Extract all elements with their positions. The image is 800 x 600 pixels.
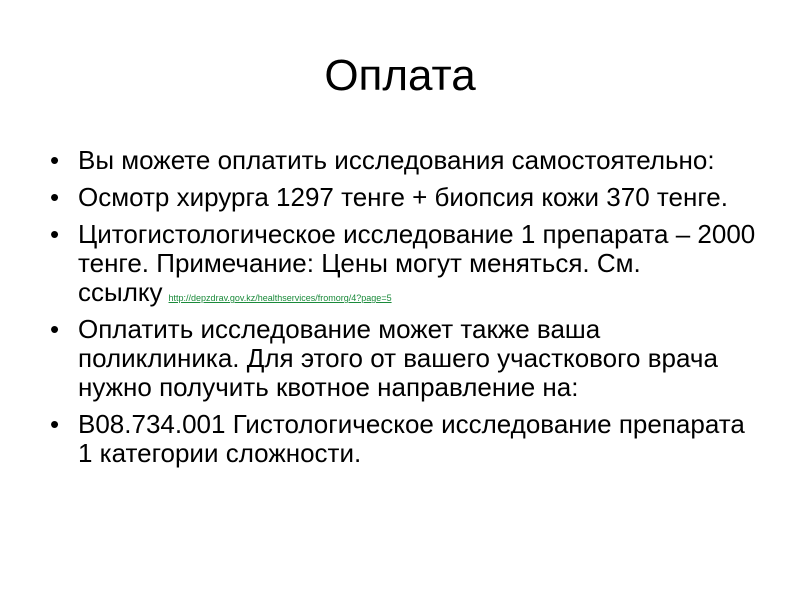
- slide-title: Оплата: [324, 51, 476, 100]
- bullet-text: Осмотр хирурга 1297 тенге + биопсия кожи 370 тенге.: [78, 182, 728, 212]
- bullet-marker: •: [50, 145, 60, 175]
- bullet-item: [46, 220, 766, 307]
- bullet-marker: •: [50, 219, 60, 249]
- bullet-marker: •: [50, 182, 60, 212]
- bullet-item: [46, 146, 766, 175]
- bullet-list: [46, 146, 766, 476]
- bullet-marker: •: [50, 409, 60, 439]
- bullet-item: [46, 410, 766, 468]
- price-list-link[interactable]: http://depzdrav.gov.kz/healthservices/fromorg/4?page=5: [168, 293, 392, 303]
- bullet-marker: •: [50, 314, 60, 344]
- bullet-text: Вы можете оплатить исследования самостоятельно:: [78, 145, 715, 175]
- bullet-text: Оплатить исследование может также ваша поликлиника. Для этого от вашего участкового врача нужно получить квотное направление на:: [78, 314, 718, 402]
- bullet-text: Цитогистологическое исследование 1 препарата – 2000 тенге. Примечание: Цены могут меняться. См. ссылку: [78, 219, 756, 307]
- bullet-text: B08.734.001 Гистологическое исследование препарата 1 категории сложности.: [78, 409, 745, 468]
- bullet-item: [46, 315, 766, 402]
- bullet-item: [46, 183, 766, 212]
